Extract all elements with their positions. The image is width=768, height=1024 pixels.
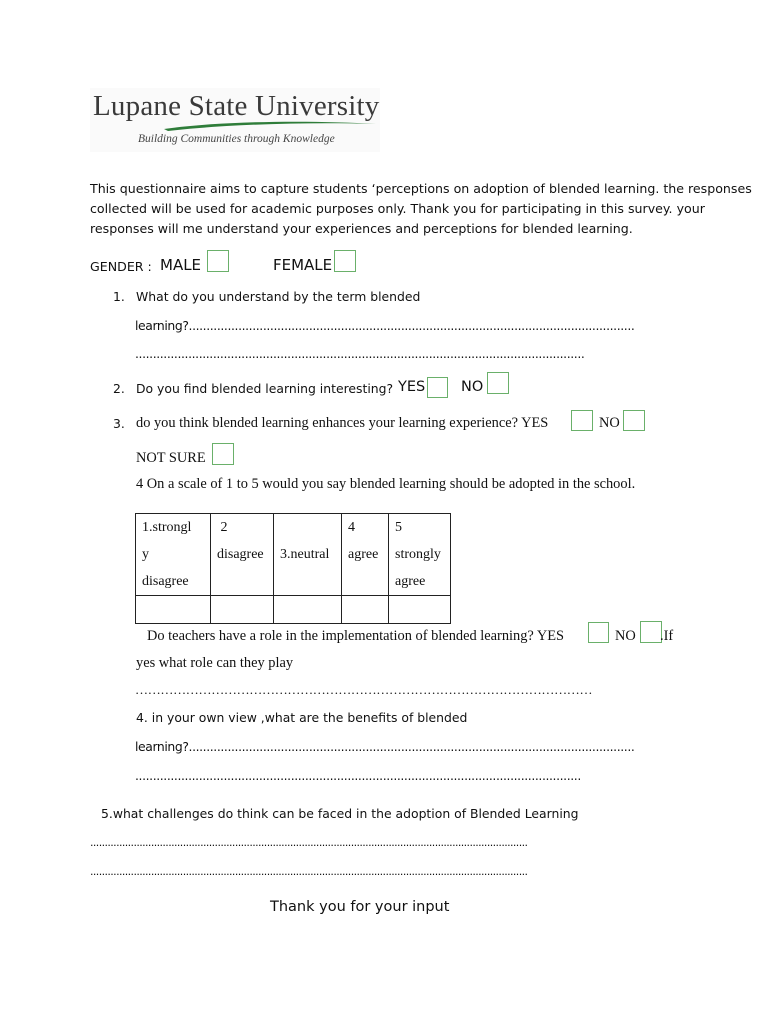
q2-no-label: NO	[461, 379, 484, 395]
q3-no-checkbox[interactable]	[623, 410, 645, 431]
teachers-followup-text: yes what role can they play	[136, 655, 294, 671]
rating-header-5: 5 strongly agree	[389, 514, 451, 596]
rating-answer-row	[136, 596, 451, 624]
intro-line-3: responses will me understand your experiences and perceptions for blended learning.	[90, 221, 633, 236]
female-label: FEMALE	[273, 256, 333, 274]
q2-no-checkbox[interactable]	[487, 372, 509, 394]
university-logo	[90, 88, 380, 152]
intro-line-2: collected will be used for academic purposes only. Thank you for participating in this survey. your	[90, 201, 705, 216]
q2-yes-label: YES	[398, 379, 426, 395]
rating-cell-3[interactable]	[274, 596, 342, 624]
rating-header-1: 1.strongl y disagree	[136, 514, 211, 596]
q2-text: Do you find blended learning interesting?	[136, 381, 394, 396]
teachers-question-text: Do teachers have a role in the implementation of blended learning? YES	[147, 628, 565, 644]
male-label: MALE	[160, 256, 202, 274]
university-tagline: Building Communities through Knowledge	[138, 133, 335, 145]
q1-number: 1.	[113, 289, 125, 304]
rating-scale-table	[135, 513, 451, 624]
logo-swoosh-icon	[160, 118, 380, 132]
rating-header-4: 4 agree	[342, 514, 389, 596]
teachers-yes-checkbox[interactable]	[588, 622, 609, 643]
q3-not-sure-checkbox[interactable]	[212, 443, 234, 465]
rating-header-2: 2 disagree	[211, 514, 274, 596]
challenges-answer-line-2[interactable]: .......................................................................................................................................................	[90, 865, 528, 878]
rating-header-3: 3.neutral	[274, 514, 342, 596]
q1-text: What do you understand by the term blended	[136, 289, 421, 304]
q3-text: do you think blended learning enhances your learning experience? YES	[136, 415, 549, 431]
q3-number: 3.	[113, 416, 125, 431]
male-checkbox[interactable]	[207, 250, 229, 272]
q3-no-label: NO	[599, 415, 620, 431]
q2-yes-checkbox[interactable]	[427, 377, 448, 398]
rating-header-row	[136, 514, 451, 596]
challenges-answer-line-1[interactable]: .......................................................................................................................................................	[90, 836, 528, 849]
rating-cell-5[interactable]	[389, 596, 451, 624]
benefits-question-text: 4. in your own view ,what are the benefits of blended	[136, 710, 468, 725]
teachers-no-checkbox[interactable]	[640, 621, 662, 643]
benefits-answer-line-2[interactable]: ..............................................................................................................................	[135, 768, 581, 783]
q2-number: 2.	[113, 381, 125, 396]
teachers-if-text: .If	[660, 628, 674, 644]
rating-cell-4[interactable]	[342, 596, 389, 624]
closing-text: Thank you for your input	[270, 899, 450, 915]
university-name: Lupane State University	[93, 90, 380, 122]
benefits-answer-line-1[interactable]: learning?..............................................................................................................................	[135, 739, 635, 754]
female-checkbox[interactable]	[334, 250, 356, 272]
challenges-question-text: 5.what challenges do think can be faced in the adoption of Blended Learning	[101, 806, 579, 821]
q4-scale-text: 4 On a scale of 1 to 5 would you say blended learning should be adopted in the school.	[136, 476, 636, 492]
gender-label: GENDER :	[90, 259, 152, 274]
teachers-no-label: NO	[615, 628, 636, 644]
q1-answer-line-1[interactable]: learning?..............................................................................................................................	[135, 318, 635, 333]
teachers-answer-line[interactable]: ………………………………………………………………………………………………	[135, 682, 593, 697]
q3-not-sure-label: NOT SURE	[136, 450, 206, 466]
q1-answer-line-2[interactable]: ...............................................................................................................................	[135, 346, 585, 361]
rating-cell-1[interactable]	[136, 596, 211, 624]
q3-yes-checkbox[interactable]	[571, 410, 593, 431]
intro-line-1: This questionnaire aims to capture students ‘perceptions on adoption of blended learning. the responses	[90, 181, 752, 196]
rating-cell-2[interactable]	[211, 596, 274, 624]
